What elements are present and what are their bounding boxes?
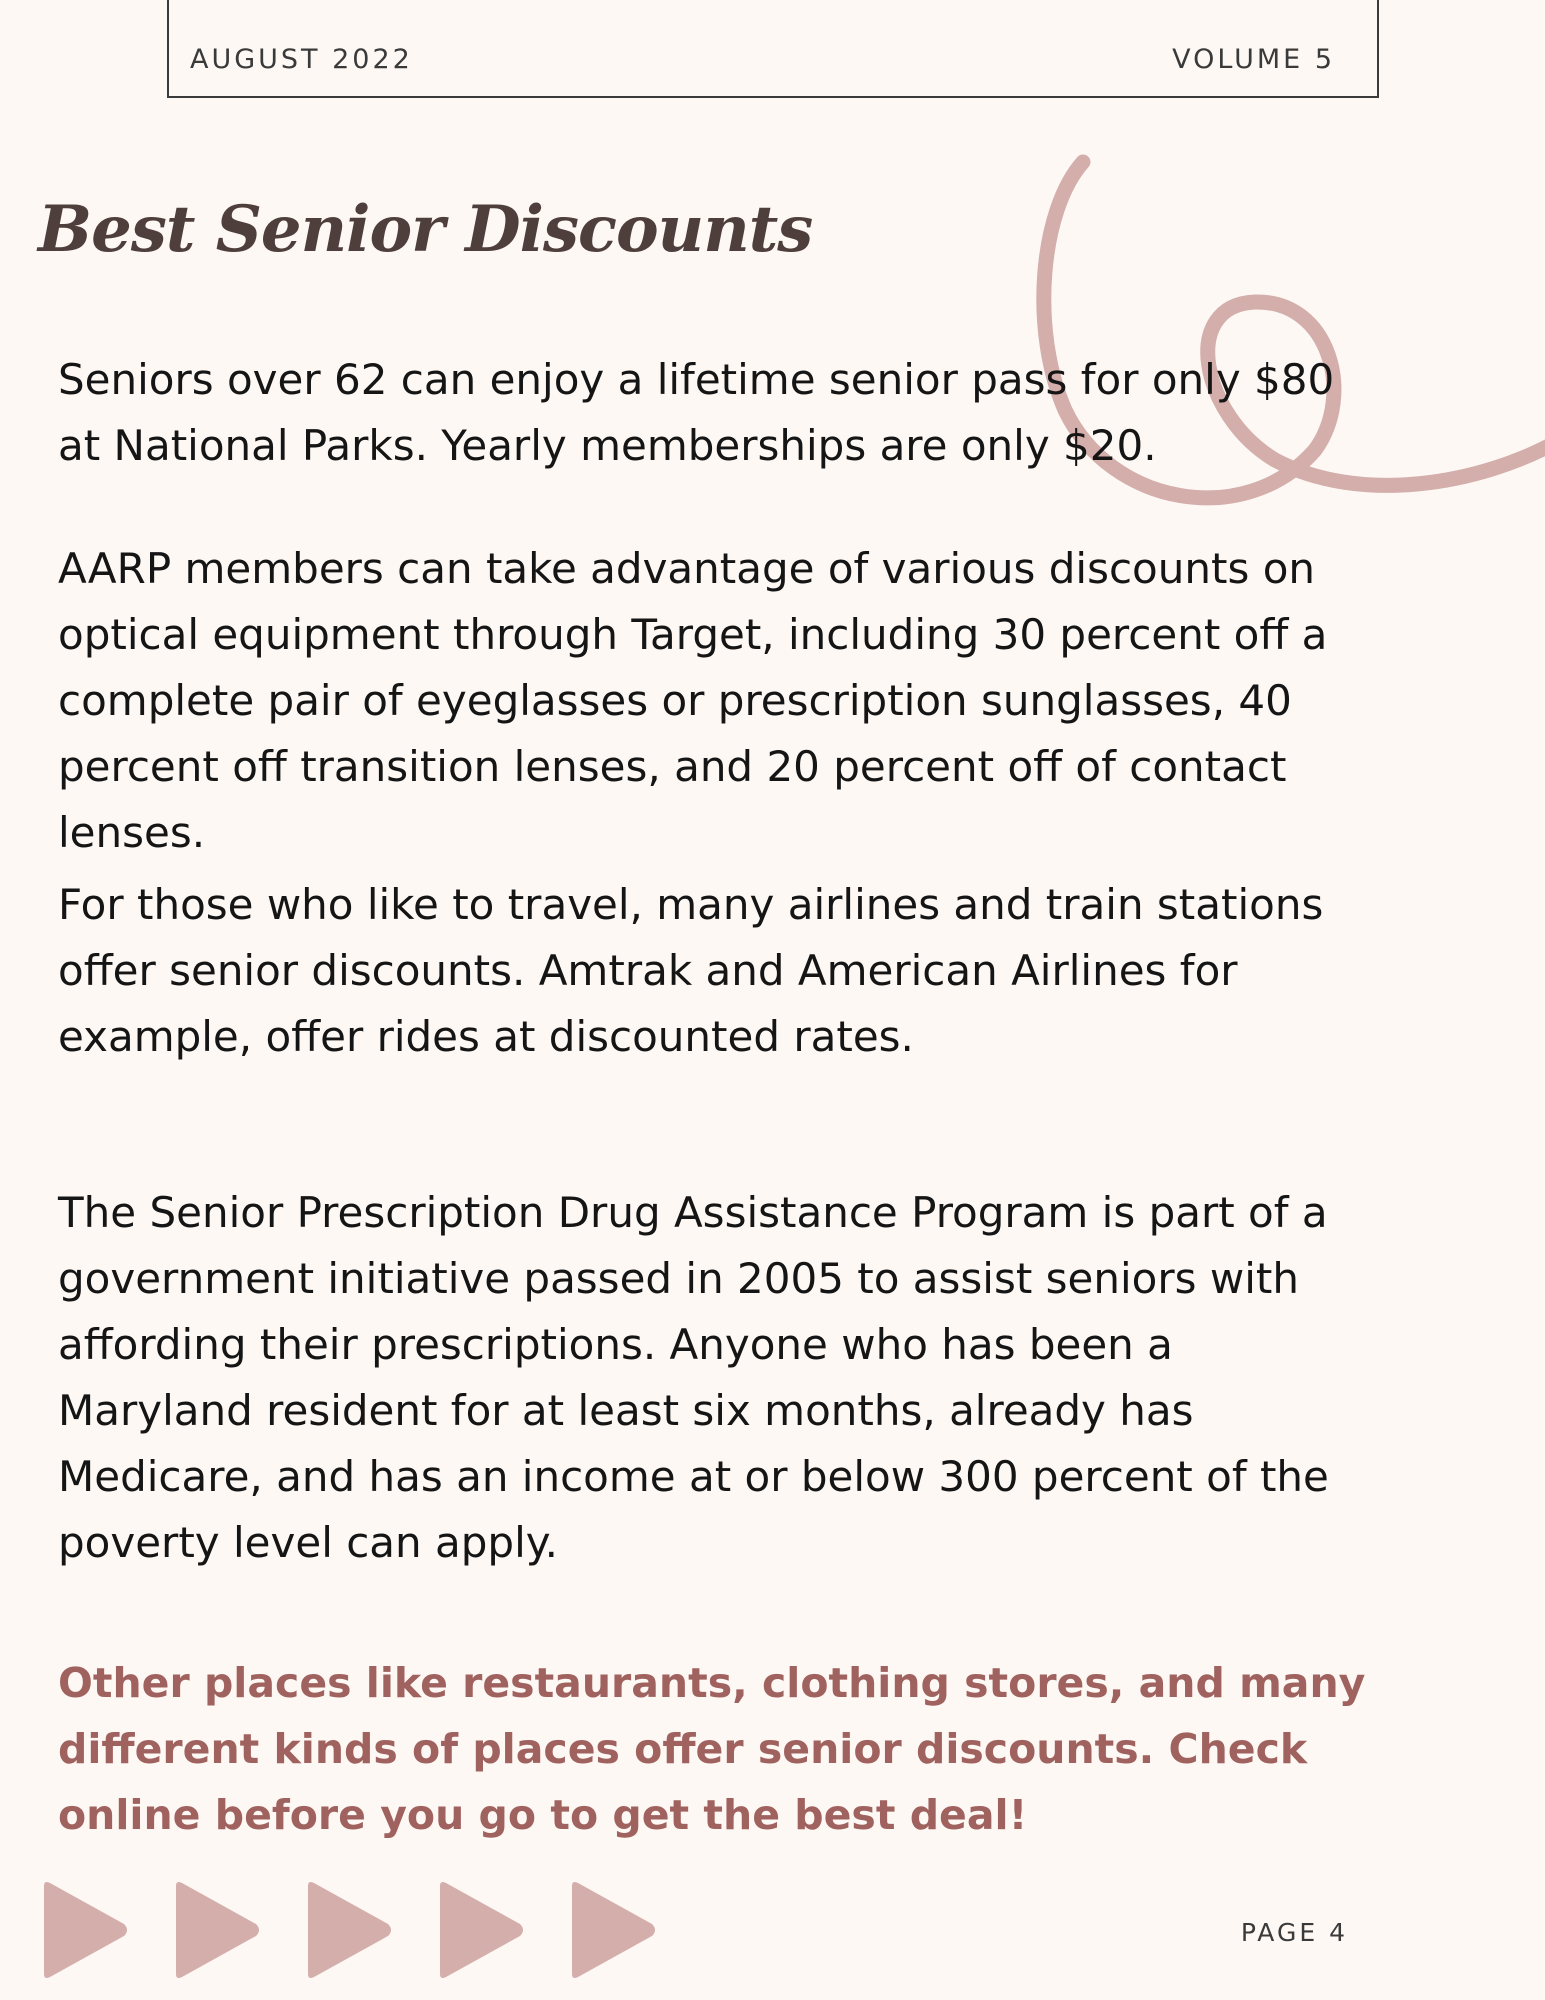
- play-triangle-icon: [440, 1882, 523, 1978]
- play-triangle-icon: [176, 1882, 259, 1978]
- play-triangle-icon: [572, 1882, 655, 1978]
- text-line: affording their prescriptions. Anyone who has been a: [58, 1320, 1173, 1369]
- paragraph-prescription-program: [58, 1180, 1518, 1576]
- page-number: PAGE 4: [1240, 1918, 1348, 1947]
- text-line: Medicare, and has an income at or below 300 percent of the: [58, 1452, 1329, 1501]
- text-line: lenses.: [58, 808, 206, 857]
- text-line: Other places like restaurants, clothing stores, and many: [58, 1659, 1366, 1707]
- text-line: online before you go to get the best deal!: [58, 1791, 1028, 1839]
- play-triangle-icon: [308, 1882, 391, 1978]
- text-line: government initiative passed in 2005 to assist seniors with: [58, 1254, 1299, 1303]
- text-line: different kinds of places offer senior discounts. Check: [58, 1725, 1308, 1773]
- text-line: AARP members can take advantage of various discounts on: [58, 544, 1316, 593]
- paragraph-travel: [58, 872, 1518, 1070]
- text-line: For those who like to travel, many airlines and train stations: [58, 880, 1324, 929]
- text-line: optical equipment through Target, including 30 percent off a: [58, 610, 1328, 659]
- article-title: Best Senior Discounts: [38, 192, 813, 267]
- issue-date: AUGUST 2022: [190, 44, 413, 75]
- paragraph-aarp-optical: [58, 536, 1518, 866]
- text-line: example, offer rides at discounted rates.: [58, 1012, 914, 1061]
- text-line: The Senior Prescription Drug Assistance Program is part of a: [58, 1188, 1328, 1237]
- play-triangle-icon: [44, 1882, 127, 1978]
- text-line: at National Parks. Yearly memberships are only $20.: [58, 421, 1157, 470]
- text-line: poverty level can apply.: [58, 1518, 558, 1567]
- issue-volume: VOLUME 5: [1172, 44, 1335, 75]
- footer-arrows: [40, 1880, 680, 1980]
- text-line: Seniors over 62 can enjoy a lifetime senior pass for only $80: [58, 355, 1335, 404]
- paragraph-national-parks: [58, 347, 1518, 479]
- text-line: percent off transition lenses, and 20 percent off of contact: [58, 742, 1287, 791]
- highlight-callout: [58, 1650, 1518, 1848]
- text-line: offer senior discounts. Amtrak and American Airlines for: [58, 946, 1238, 995]
- text-line: complete pair of eyeglasses or prescription sunglasses, 40: [58, 676, 1292, 725]
- text-line: Maryland resident for at least six months, already has: [58, 1386, 1194, 1435]
